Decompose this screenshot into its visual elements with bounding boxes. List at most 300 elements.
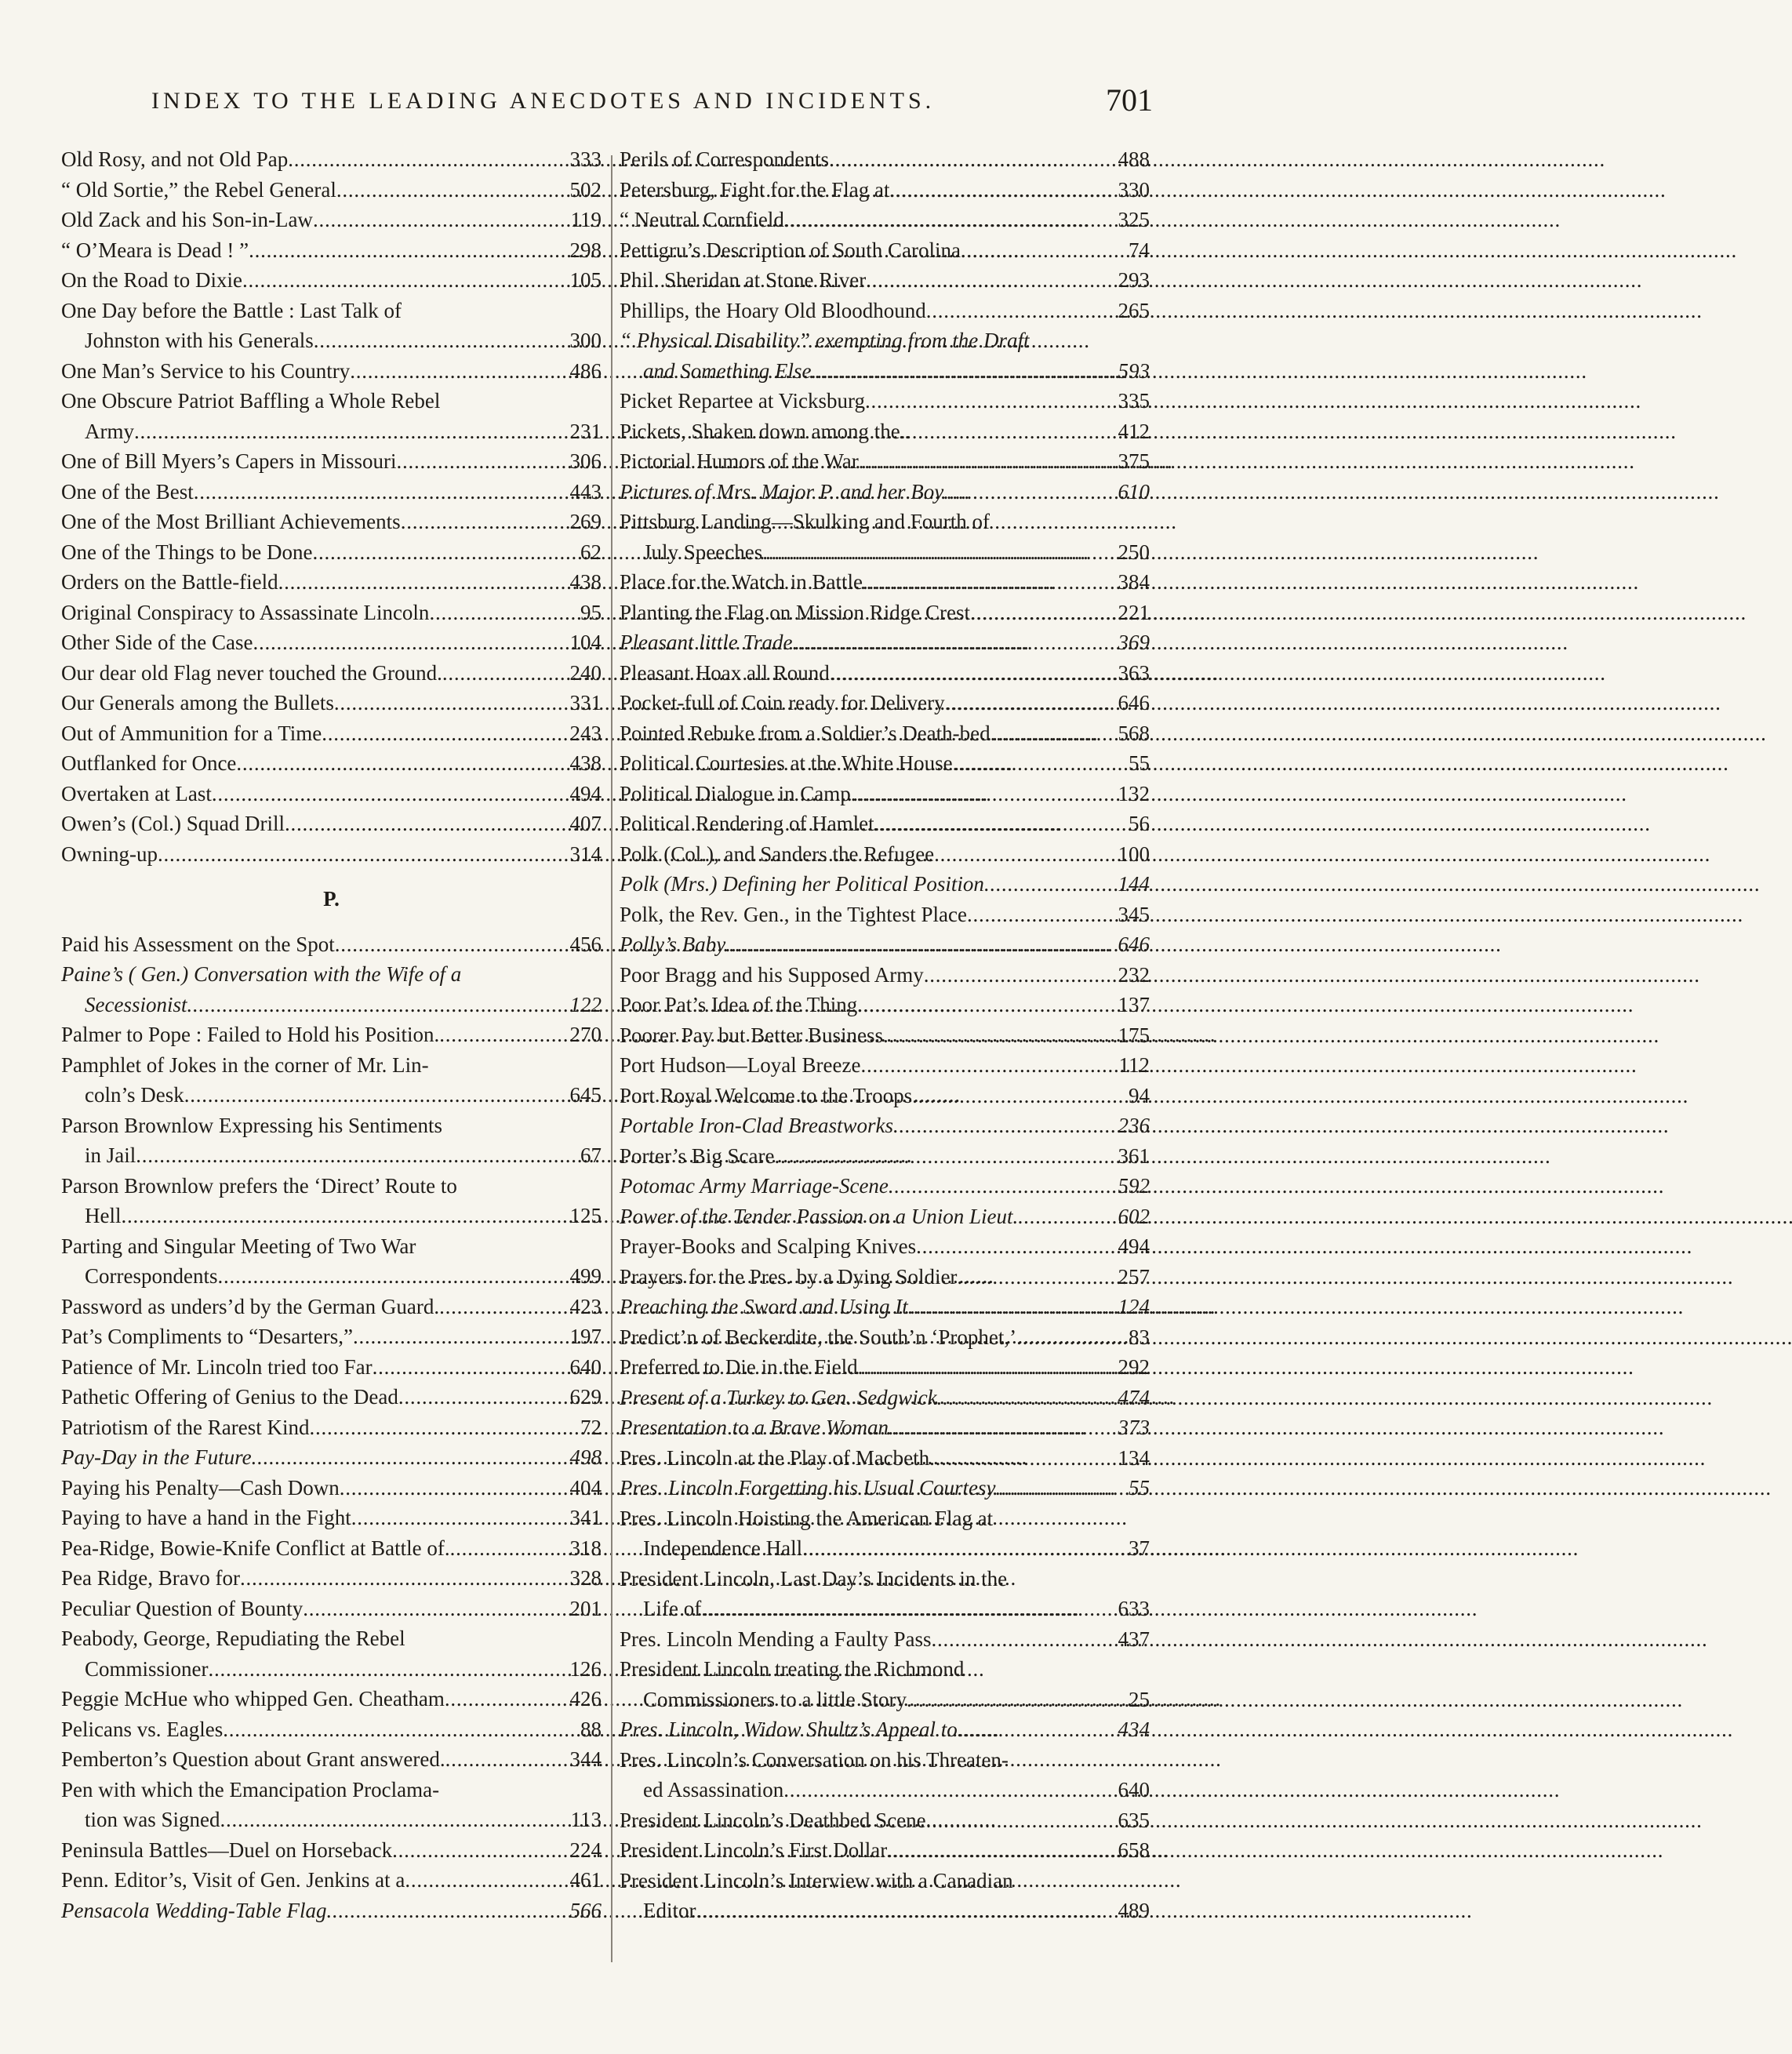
dot-leader: [961, 235, 1129, 266]
entry-page-number: 134: [1118, 1445, 1150, 1470]
index-entry: [61, 1896, 602, 1926]
dot-leader: [784, 205, 1118, 235]
entry-page-number: 318: [569, 1536, 602, 1560]
entry-title: Commissioners to a little Story: [643, 1687, 907, 1711]
dot-leader: [314, 325, 570, 356]
index-entry: [61, 356, 602, 387]
index-entry: [620, 1262, 1150, 1292]
index-entry: [620, 1866, 1150, 1926]
entry-title: One Man’s Service to his Country: [61, 358, 351, 383]
index-entry: [620, 718, 1150, 749]
entry-page-number: 646: [1118, 932, 1150, 956]
index-entry: [620, 779, 1150, 809]
dot-leader: [312, 537, 580, 568]
entry-title-line: Parson Brownlow prefers the ‘Direct’ Route to: [61, 1173, 457, 1198]
entry-title: Pea Ridge, Bravo for: [61, 1566, 240, 1590]
index-entry: [61, 929, 602, 960]
entry-page-number: 384: [1118, 570, 1150, 594]
dot-leader: [252, 1442, 570, 1473]
index-entry: [620, 1624, 1150, 1655]
dot-leader: [158, 839, 570, 870]
dot-leader: [353, 1321, 570, 1352]
entry-title: Life of: [643, 1597, 702, 1620]
index-entry: [61, 1775, 602, 1835]
dot-leader: [924, 960, 1118, 991]
index-entry: [620, 144, 1150, 175]
entry-title: “ Neutral Cornfield: [620, 208, 784, 231]
entry-title: Paid his Assessment on the Spot: [61, 932, 335, 956]
dot-leader: [445, 1684, 570, 1714]
dot-leader: [253, 627, 569, 658]
entry-title: Polk (Col.), and Sanders the Refugee: [620, 842, 935, 866]
index-entry: [61, 748, 602, 779]
index-entry: [620, 507, 1150, 567]
dot-leader: [893, 1111, 1118, 1141]
index-entry: [61, 1865, 602, 1896]
entry-title: Pickets, Shaken down among the: [620, 419, 900, 443]
entry-title: Pres. Lincoln Forgetting his Usual Courtesy: [620, 1476, 996, 1500]
entry-title: “ Old Sortie,” the Rebel General: [61, 177, 336, 202]
dot-leader: [793, 627, 1118, 658]
entry-page-number: 100: [1118, 842, 1150, 866]
index-entry: [61, 1563, 602, 1594]
index-entry: [620, 627, 1150, 658]
entry-page-number: 330: [1118, 177, 1150, 202]
entry-page-number: 105: [569, 268, 602, 292]
entry-page-number: 498: [569, 1445, 602, 1469]
entry-page-number: 298: [569, 238, 602, 262]
entry-title: On the Road to Dixie: [61, 268, 242, 292]
entry-page-number: 72: [580, 1415, 602, 1439]
dot-leader: [859, 446, 1118, 477]
entry-title-line: President Lincoln, Last Day’s Incidents in the: [620, 1566, 1008, 1590]
dot-leader: [907, 1685, 1129, 1715]
dot-leader: [957, 1262, 1118, 1292]
entry-page-number: 240: [569, 660, 602, 685]
entry-title: Porter’s Big Scare: [620, 1143, 775, 1168]
dot-leader: [1016, 1322, 1129, 1353]
entry-title: Our Generals among the Bullets: [61, 691, 334, 714]
index-entry: [61, 144, 602, 175]
entry-title: Pictorial Humors of the War: [620, 449, 859, 473]
entry-page-number: 243: [569, 721, 602, 745]
entry-title: Prayers for the Pres. by a Dying Soldier: [620, 1264, 958, 1289]
index-entry: [61, 265, 602, 296]
index-entry: [61, 1714, 602, 1745]
entry-page-number: 646: [1118, 691, 1150, 714]
dot-leader: [313, 205, 571, 235]
dot-leader: [996, 1473, 1129, 1503]
entry-page-number: 568: [1118, 721, 1150, 745]
index-entry: [620, 1081, 1150, 1111]
entry-title: Other Side of the Case: [61, 631, 253, 654]
dot-leader: [187, 990, 569, 1020]
entry-page-number: 232: [1118, 962, 1150, 987]
entry-title: Pleasant little Trade: [620, 631, 793, 654]
entry-title: Pea-Ridge, Bowie-Knife Conflict at Battle of.: [61, 1536, 450, 1560]
dot-leader: [122, 1201, 570, 1231]
dot-leader: [217, 1261, 569, 1292]
index-entry: [61, 1292, 602, 1322]
entry-title-line: Pres. Lincoln Hoisting the American Flag at: [620, 1506, 994, 1530]
dot-leader: [701, 1594, 1118, 1624]
index-entry: [61, 1412, 602, 1443]
entry-title: One of the Things to be Done: [61, 540, 313, 564]
entry-title: Place for the Watch in Battle: [620, 570, 863, 594]
dot-leader: [340, 1473, 570, 1503]
entry-title: Phillips, the Hoary Old Bloodhound: [620, 298, 926, 322]
index-entry: [620, 235, 1150, 266]
entry-title: Johnston with his Generals: [85, 329, 314, 352]
entry-title: Paying to have a hand in the Fight: [61, 1506, 351, 1529]
entry-page-number: 502: [569, 177, 602, 202]
entry-title: One of Bill Myers’s Capers in Missouri: [61, 449, 397, 473]
dot-leader: [934, 839, 1118, 870]
entry-page-number: 95: [580, 600, 602, 624]
dot-leader: [212, 779, 570, 809]
entry-title: Pres. Lincoln, Widow Shultz’s Appeal to: [620, 1718, 958, 1741]
index-entry: [61, 1623, 602, 1684]
entry-page-number: 126: [569, 1656, 602, 1681]
entry-title: Port Royal Welcome to the Troops: [620, 1083, 913, 1107]
entry-page-number: 438: [569, 570, 602, 594]
entry-page-number: 645: [569, 1083, 602, 1107]
entry-title: One of the Best: [61, 479, 194, 504]
entry-page-number: 250: [1118, 540, 1150, 564]
dot-leader: [858, 1352, 1118, 1383]
entry-page-number: 67: [580, 1143, 602, 1167]
dot-leader: [392, 1835, 569, 1866]
entry-title: Peculiar Question of Bounty: [61, 1596, 304, 1620]
entry-title: Petersburg, Fight for the Flag at: [620, 177, 890, 202]
dot-leader: [865, 386, 1118, 416]
entry-title: Picket Repartee at Vicksburg: [620, 389, 866, 413]
entry-title: Editor: [643, 1899, 696, 1922]
dot-leader: [373, 1352, 570, 1383]
dot-leader: [916, 1231, 1118, 1262]
index-entry: [620, 175, 1150, 205]
entry-page-number: 344: [569, 1747, 602, 1771]
dot-leader: [860, 1050, 1118, 1081]
index-entry: [61, 1321, 602, 1352]
entry-page-number: 37: [1129, 1536, 1150, 1560]
entry-page-number: 293: [1118, 268, 1150, 292]
dot-leader: [220, 1805, 571, 1835]
entry-page-number: 221: [1118, 600, 1150, 624]
dot-leader: [945, 688, 1118, 718]
entry-page-number: 231: [569, 419, 602, 443]
entry-page-number: 122: [569, 992, 602, 1016]
index-entry: [620, 446, 1150, 477]
entry-page-number: 270: [569, 1023, 602, 1046]
entry-title: July Speeches: [643, 540, 763, 564]
entry-page-number: 119: [570, 208, 602, 231]
entry-title: in Jail: [85, 1143, 136, 1167]
index-entry: [620, 265, 1150, 296]
entry-title: Original Conspiracy to Assassinate Lincoln: [61, 600, 430, 624]
index-entry: [61, 1503, 602, 1533]
entry-page-number: 640: [569, 1354, 602, 1379]
entry-title: Polk, the Rev. Gen., in the Tightest Place: [620, 902, 967, 926]
entry-page-number: 328: [569, 1566, 602, 1590]
index-entry: [620, 1412, 1150, 1443]
dot-leader: [889, 1171, 1118, 1201]
index-entry: [620, 1383, 1150, 1413]
entry-title-line: Parting and Singular Meeting of Two War: [61, 1234, 416, 1258]
entry-page-number: 494: [569, 781, 602, 805]
index-column-left: [61, 144, 602, 1925]
entry-page-number: 144: [1118, 872, 1150, 896]
entry-page-number: 62: [580, 540, 602, 564]
entry-page-number: 306: [569, 449, 602, 473]
dot-leader: [900, 416, 1118, 447]
entry-page-number: 658: [1118, 1838, 1150, 1862]
index-entry: [620, 688, 1150, 718]
index-entry: [61, 175, 602, 205]
entry-page-number: 373: [1118, 1416, 1150, 1439]
index-entry: [620, 1443, 1150, 1474]
entry-page-number: 423: [569, 1294, 602, 1318]
entry-page-number: 494: [1118, 1234, 1150, 1258]
dot-leader: [439, 1292, 569, 1322]
entry-page-number: 443: [569, 479, 602, 504]
index-entry: [61, 1744, 602, 1775]
index-entry: [61, 1111, 602, 1171]
dot-leader: [929, 1443, 1118, 1474]
entry-page-number: 265: [1118, 298, 1150, 322]
index-entry: [620, 1141, 1150, 1172]
dot-leader: [184, 1080, 570, 1111]
entry-title: Orders on the Battle-field: [61, 570, 278, 594]
entry-title: Palmer to Pope : Failed to Hold his Position.: [61, 1023, 440, 1046]
entry-page-number: 456: [569, 932, 602, 956]
entry-page-number: 369: [1118, 631, 1150, 654]
dot-leader: [970, 598, 1118, 628]
section-heading: P.: [323, 887, 340, 911]
index-entry: [620, 658, 1150, 689]
dot-leader: [335, 929, 570, 960]
entry-title: Perils of Correspondents: [620, 147, 829, 171]
entry-page-number: 94: [1129, 1083, 1150, 1107]
entry-title: Pat’s Compliments to “Desarters,”: [61, 1325, 353, 1348]
dot-leader: [398, 1382, 570, 1412]
dot-leader: [937, 1383, 1118, 1413]
entry-page-number: 333: [569, 147, 602, 171]
index-entry: [61, 718, 602, 749]
index-entry: [620, 386, 1150, 416]
dot-leader: [326, 1896, 569, 1926]
index-entry: [620, 1171, 1150, 1201]
entry-page-number: 25: [1129, 1687, 1150, 1711]
entry-page-number: 257: [1118, 1264, 1150, 1289]
dot-leader: [240, 1563, 570, 1594]
entry-page-number: 602: [1118, 1204, 1150, 1228]
index-entry: [61, 1050, 602, 1111]
dot-leader: [851, 779, 1118, 809]
entry-title: and Something Else: [643, 358, 812, 383]
entry-title: Pettigru’s Description of South Carolina: [620, 238, 961, 262]
dot-leader: [967, 900, 1118, 930]
page-header: [151, 82, 1153, 119]
entry-page-number: 300: [569, 329, 602, 352]
index-entry: [620, 1805, 1150, 1836]
entry-title-line: Pen with which the Emancipation Proclama-: [61, 1777, 440, 1801]
entry-title: Overtaken at Last: [61, 781, 212, 805]
index-column-right: [620, 144, 1150, 1926]
entry-page-number: 474: [1118, 1385, 1150, 1409]
index-entry: [61, 627, 602, 658]
index-entry: [61, 1684, 602, 1714]
index-entry: [61, 235, 602, 266]
index-entry: [620, 1201, 1150, 1232]
entry-page-number: 197: [569, 1325, 602, 1348]
entry-page-number: 113: [570, 1808, 602, 1831]
index-entry: [620, 960, 1150, 991]
dot-leader: [351, 1503, 570, 1533]
entry-title-line: One Day before the Battle : Last Talk of: [61, 298, 402, 322]
dot-leader: [984, 869, 1118, 900]
index-entry: [61, 1594, 602, 1624]
entry-page-number: 88: [580, 1717, 602, 1741]
dot-leader: [439, 1020, 569, 1050]
index-entry: [61, 1473, 602, 1503]
entry-title: Port Hudson—Loyal Breeze: [620, 1053, 861, 1077]
dot-leader: [445, 1744, 570, 1775]
entry-title: tion was Signed: [85, 1808, 220, 1831]
dot-leader: [802, 1533, 1129, 1564]
dot-leader: [912, 1081, 1129, 1111]
entry-title: Poor Pat’s Idea of the Thing: [620, 993, 858, 1016]
index-entry: [620, 1654, 1150, 1714]
entry-page-number: 124: [1118, 1295, 1150, 1318]
dot-leader: [887, 1835, 1118, 1866]
dot-leader: [931, 1624, 1118, 1655]
entry-page-number: 331: [569, 691, 602, 714]
dot-leader: [958, 1714, 1118, 1745]
entry-title: Polk (Mrs.) Defining her Political Position: [620, 872, 984, 896]
entry-title: Penn. Editor’s, Visit of Gen. Jenkins at a: [61, 1868, 405, 1892]
dot-leader: [285, 809, 570, 839]
entry-title-line: President Lincoln’s Interview with a Canadian: [620, 1868, 1013, 1892]
index-entry: [61, 507, 602, 537]
dot-leader: [303, 1594, 569, 1624]
entry-page-number: 489: [1118, 1899, 1150, 1922]
index-entry: [61, 598, 602, 628]
dot-leader: [450, 1533, 570, 1564]
index-entry: [61, 809, 602, 839]
index-entry: [61, 779, 602, 809]
entry-title: Present of a Turkey to Gen. Sedgwick: [620, 1385, 937, 1409]
entry-title: Phil. Sheridan at Stone River: [620, 268, 867, 292]
index-entry: [61, 658, 602, 689]
entry-title: Political Dialogue in Camp: [620, 781, 851, 805]
page-number: 701: [1106, 82, 1153, 118]
index-entry: [61, 1020, 602, 1050]
entry-title: coln’s Desk: [85, 1083, 184, 1107]
entry-title: Portable Iron-Clad Breastworks: [620, 1114, 893, 1137]
entry-title: Planting the Flag on Mission Ridge Crest: [620, 600, 971, 624]
entry-page-number: 325: [1118, 208, 1150, 231]
dot-leader: [442, 658, 570, 689]
dot-leader: [883, 1020, 1118, 1051]
entry-page-number: 488: [1118, 147, 1150, 171]
dot-leader: [866, 265, 1118, 296]
entry-page-number: 610: [1118, 479, 1150, 504]
index-entry: [61, 1533, 602, 1564]
dot-leader: [223, 1714, 580, 1745]
index-entry: [61, 386, 602, 446]
index-entry: [61, 537, 602, 568]
entry-title-line: One Obscure Patriot Baffling a Whole Rebel: [61, 389, 441, 413]
entry-page-number: 633: [1118, 1597, 1150, 1620]
index-entry: [620, 598, 1150, 628]
entry-title-line: Parson Brownlow Expressing his Sentiments: [61, 1113, 442, 1137]
index-entry: [620, 839, 1150, 870]
index-entry: [620, 1835, 1150, 1866]
entry-title: President Lincoln’s First Dollar: [620, 1838, 888, 1862]
entry-page-number: 137: [1118, 993, 1150, 1016]
dot-leader: [236, 748, 569, 779]
entry-title: Pleasant Hoax all Round: [620, 660, 830, 685]
entry-title: Political Rendering of Hamlet: [620, 812, 874, 835]
dot-leader: [322, 718, 569, 749]
entry-title-line: Peabody, George, Repudiating the Rebel: [61, 1627, 405, 1650]
entry-page-number: 236: [1118, 1114, 1150, 1137]
entry-page-number: 437: [1118, 1627, 1150, 1651]
entry-title: Our dear old Flag never touched the Ground.: [61, 660, 442, 685]
entry-title: Commissioner: [85, 1656, 209, 1681]
entry-title: Owen’s (Col.) Squad Drill: [61, 812, 285, 835]
index-entry: [620, 1352, 1150, 1383]
entry-title: Political Courtesies at the White House: [620, 751, 953, 775]
entry-title: Old Zack and his Son-in-Law: [61, 208, 313, 231]
entry-page-number: 434: [1118, 1718, 1150, 1741]
index-entry: [620, 1231, 1150, 1262]
entry-page-number: 175: [1118, 1023, 1150, 1047]
entry-page-number: 593: [1118, 358, 1150, 383]
entry-title: Potomac Army Marriage-Scene: [620, 1174, 889, 1198]
entry-title: Pelicans vs. Eagles: [61, 1717, 224, 1741]
entry-page-number: 104: [569, 631, 602, 654]
dot-leader: [194, 477, 570, 507]
dot-leader: [943, 477, 1118, 507]
index-entry: [61, 1352, 602, 1383]
entry-page-number: 269: [569, 510, 602, 533]
index-entry: [620, 929, 1150, 960]
entry-title: Owning-up: [61, 842, 158, 866]
entry-title: Paying his Penalty—Cash Down: [61, 1475, 340, 1500]
entry-title: Poorer Pay but Better Business: [620, 1023, 883, 1047]
index-entry: [61, 959, 602, 1020]
entry-page-number: 201: [569, 1596, 602, 1620]
entry-page-number: 640: [1118, 1778, 1150, 1801]
index-entry: [61, 839, 602, 870]
index-entry: [61, 1442, 602, 1473]
index-entry: [61, 1231, 602, 1292]
index-entry: [620, 1322, 1150, 1353]
entry-title: Out of Ammunition for a Time: [61, 721, 322, 745]
entry-title: “ O’Meara is Dead ! ”: [61, 238, 249, 262]
running-title: INDEX TO THE LEADING ANECDOTES AND INCIDENTS.: [151, 88, 936, 114]
entry-title: Poor Bragg and his Supposed Army: [620, 962, 924, 987]
index-entry: [620, 416, 1150, 447]
entry-title: ed Assassination: [643, 1778, 784, 1801]
entry-title: Pointed Rebuke from a Soldier’s Death-bed: [620, 721, 991, 745]
entry-page-number: 407: [569, 812, 602, 835]
entry-page-number: 55: [1129, 751, 1150, 775]
entry-page-number: 74: [1129, 238, 1150, 262]
entry-title-line: “ Physical Disability” exempting from the Draft: [620, 329, 1030, 352]
